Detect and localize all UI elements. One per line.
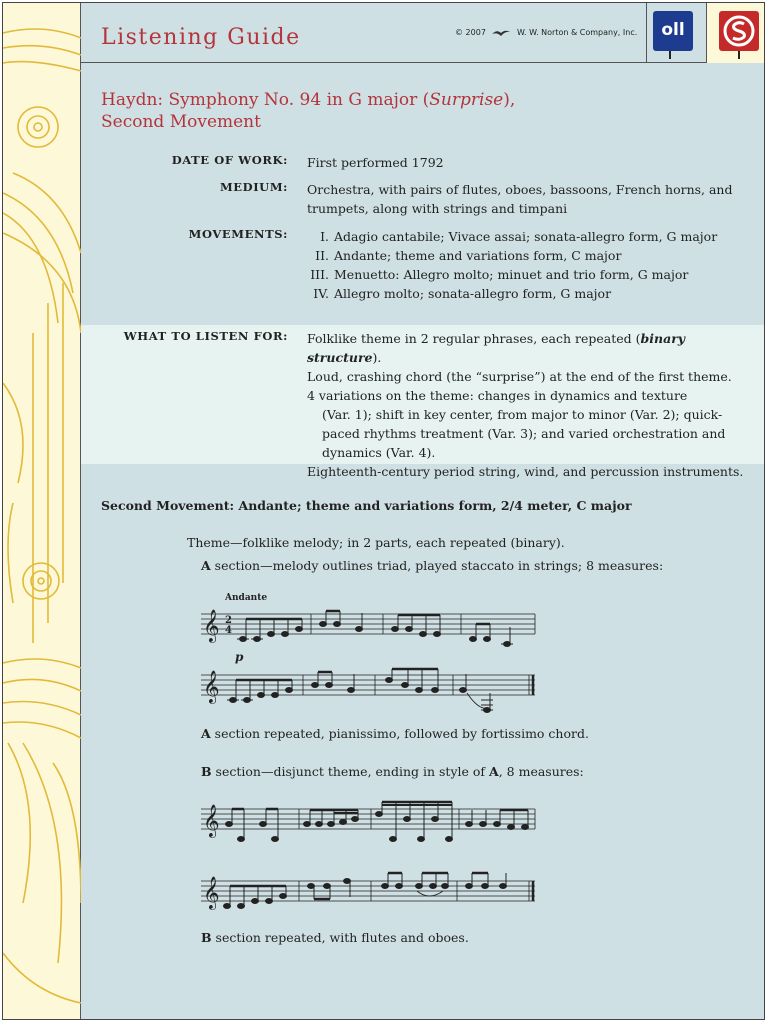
- b-label: B: [201, 764, 212, 779]
- movements-list: [307, 227, 747, 303]
- piece-subtitle: Second Movement: [101, 112, 261, 132]
- music-staff-2: [199, 663, 539, 723]
- studyspace-glyph-icon: [719, 11, 759, 51]
- movement-item: [307, 227, 747, 246]
- norton-logo-icon: [492, 29, 510, 37]
- music-staff-4: [199, 869, 539, 919]
- ornament-lines-icon: [3, 3, 81, 1020]
- piece-title-italic: Surprise: [429, 90, 504, 110]
- b-repeat-description: section repeated, with flutes and oboes.: [211, 930, 469, 945]
- treble-clef-icon: 𝄞: [203, 804, 220, 837]
- header-bar: [81, 3, 765, 63]
- b-section-line: [201, 764, 584, 779]
- listen-item: Loud, crashing chord (the “surprise”) at the end of the first theme.: [307, 369, 732, 384]
- movement-heading: Second Movement: Andante; theme and variations form, 2/4 meter, C major: [101, 498, 632, 513]
- movement-number: III.: [310, 267, 329, 282]
- listen-item: [307, 329, 747, 367]
- movement-item: [307, 265, 747, 284]
- copyright-year: © 2007: [455, 28, 486, 37]
- publisher-name: W. W. Norton & Company, Inc.: [517, 28, 638, 37]
- movement-number: I.: [320, 229, 329, 244]
- b-repeat-line: [201, 930, 469, 945]
- listen-item: 4 variations on the theme: changes in dynamics and texture: [307, 388, 688, 403]
- a-label: A: [201, 558, 211, 573]
- dynamic-marking: p: [235, 650, 244, 664]
- b-description-end: , 8 measures:: [498, 764, 584, 779]
- b-repeat-label: B: [201, 930, 212, 945]
- time-signature-bottom: 4: [225, 625, 232, 636]
- medium-value: Orchestra, with pairs of flutes, oboes, bassoons, French horns, and trumpets, along with strings and timpani: [307, 182, 733, 216]
- decorative-margin: [3, 3, 81, 1020]
- date-label: DATE OF WORK:: [171, 153, 288, 167]
- movement-number: II.: [315, 248, 329, 263]
- movement-text: Allegro molto; sonata-allegro form, G major: [334, 286, 612, 301]
- copyright-line: [455, 28, 637, 37]
- studyspace-button[interactable]: [706, 3, 765, 63]
- piece-title-text: Haydn: Symphony No. 94 in G major (: [101, 90, 430, 110]
- treble-clef-icon: 𝄞: [203, 609, 220, 642]
- date-value: First performed 1792: [307, 155, 444, 170]
- guide-content: [81, 3, 765, 1020]
- a-repeat-line: [201, 726, 589, 741]
- treble-clef-icon: 𝄞: [203, 876, 220, 909]
- a-description: section—melody outlines triad, played staccato in strings; 8 measures:: [210, 558, 664, 573]
- studyspace-icon: [719, 11, 759, 51]
- a-section-line: [201, 558, 663, 573]
- movement-item: [307, 284, 747, 303]
- movements-label: MOVEMENTS:: [188, 227, 288, 241]
- oll-icon: oll: [653, 11, 693, 51]
- studyspace-icon-stem: [738, 51, 740, 59]
- oll-icon-stem: [669, 51, 671, 59]
- a-repeat-label: A: [201, 726, 211, 741]
- page-title: Listening Guide: [101, 25, 301, 50]
- page-frame: [2, 2, 765, 1020]
- listen-text: Folklike theme in 2 regular phrases, each repeated (: [307, 331, 641, 346]
- movement-text: Adagio cantabile; Vivace assai; sonata-allegro form, G major: [334, 229, 718, 244]
- b-label-ref: A: [489, 764, 499, 779]
- listen-emphasis: binary structure: [307, 331, 686, 365]
- time-signature-top: 2: [225, 615, 232, 626]
- a-repeat-description: section repeated, pianissimo, followed by fortissimo chord.: [210, 726, 589, 741]
- listen-text-end: ).: [372, 350, 382, 365]
- piece-title-end: ),: [503, 90, 516, 110]
- listen-list: [307, 329, 747, 481]
- medium-label: MEDIUM:: [219, 180, 288, 194]
- movement-item: [307, 246, 747, 265]
- music-staff-3: [199, 797, 539, 857]
- listen-label: WHAT TO LISTEN FOR:: [123, 329, 288, 343]
- listen-item: Eighteenth-century period string, wind, and percussion instruments.: [307, 464, 744, 479]
- theme-line: Theme—folklike melody; in 2 parts, each repeated (binary).: [187, 535, 565, 550]
- movement-text: Andante; theme and variations form, C major: [334, 248, 622, 263]
- movement-number: IV.: [313, 286, 329, 301]
- listen-item-continued: (Var. 1); shift in key center, from major to minor (Var. 2); quick-paced rhythms treatment (Var. 3); and varied orchestration and dynamics (Var. 4).: [322, 407, 726, 460]
- music-staff-1: [199, 589, 539, 669]
- piece-title: [101, 89, 515, 133]
- oll-button[interactable]: [646, 3, 707, 63]
- treble-clef-icon: 𝄞: [203, 670, 220, 703]
- tempo-marking: Andante: [225, 593, 268, 603]
- b-description: section—disjunct theme, ending in style of: [211, 764, 490, 779]
- movement-text: Menuetto: Allegro molto; minuet and trio form, G major: [334, 267, 689, 282]
